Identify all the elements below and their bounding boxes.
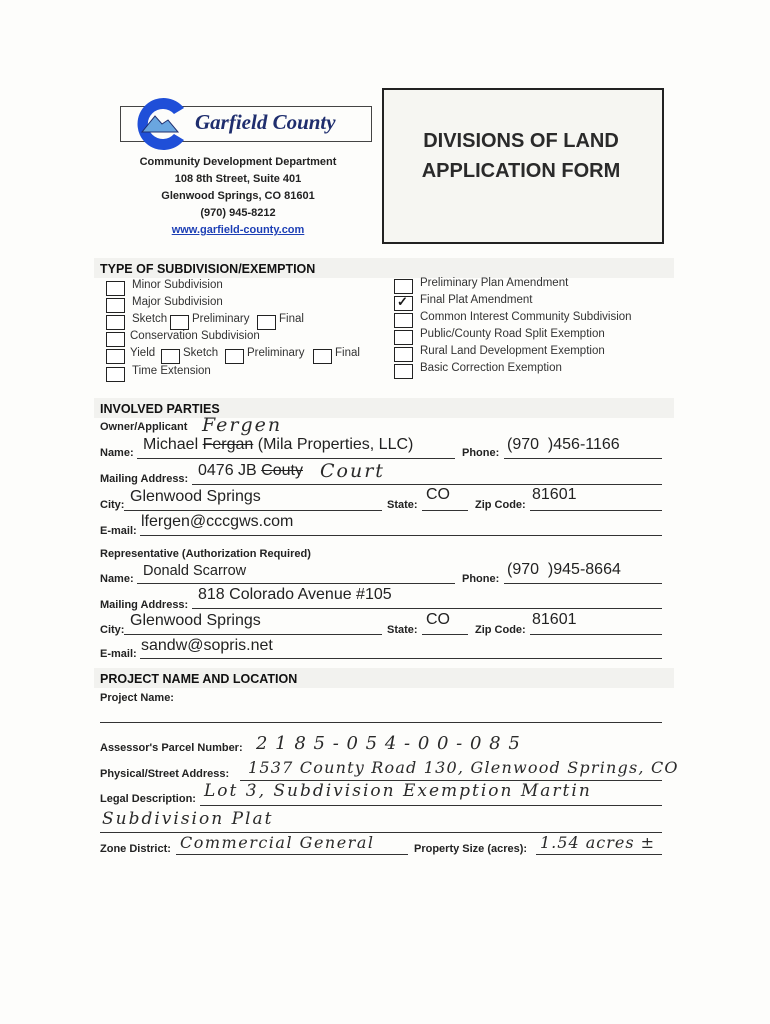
street-address-field[interactable]: 1537 County Road 130, Glenwood Springs, CO	[248, 758, 679, 777]
dept-line: Glenwood Springs, CO 81601	[161, 190, 315, 202]
legal-description-field-2[interactable]: Subdivision Plat	[102, 809, 274, 829]
major-sketch-label: Sketch	[132, 313, 168, 325]
owner-phone-area: (970	[507, 436, 540, 453]
owner-city-label: City:	[100, 499, 125, 511]
rep-city-label: City:	[100, 624, 125, 636]
major-preliminary-checkbox[interactable]	[170, 315, 189, 330]
subdivision-heading: TYPE OF SUBDIVISION/EXEMPTION	[100, 262, 316, 276]
rep-phone-field[interactable]	[507, 561, 621, 579]
owner-address-struck: Couty	[261, 462, 303, 479]
owner-phone-line	[504, 458, 662, 459]
time-extension-label: Time Extension	[132, 365, 211, 377]
major-final-checkbox[interactable]	[257, 315, 276, 330]
option-label: Public/County Road Split Exemption	[420, 328, 605, 340]
conservation-checkbox[interactable]	[106, 332, 125, 347]
legal-description-line	[200, 805, 662, 806]
conservation-label: Conservation Subdivision	[130, 330, 260, 342]
rep-mailing-label: Mailing Address:	[100, 599, 189, 611]
owner-mailing-field[interactable]	[198, 462, 303, 480]
owner-zip-label: Zip Code:	[475, 499, 526, 511]
rep-phone-area: (970	[507, 561, 540, 578]
option-label: Basic Correction Exemption	[420, 362, 562, 374]
project-heading: PROJECT NAME AND LOCATION	[100, 672, 298, 686]
rep-city-line	[124, 634, 382, 635]
conservation-sketch-checkbox[interactable]	[161, 349, 180, 364]
dept-line: (970) 945-8212	[200, 207, 276, 219]
rep-mailing-field[interactable]: 818 Colorado Avenue #105	[198, 586, 392, 603]
rep-zip-label: Zip Code:	[475, 624, 526, 636]
owner-phone-number: )456-1166	[547, 436, 620, 453]
rural-land-checkbox[interactable]	[394, 347, 413, 362]
rep-name-field[interactable]: Donald Scarrow	[143, 563, 247, 579]
owner-name-label: Name:	[100, 447, 134, 459]
owner-zip-field[interactable]: 81601	[532, 486, 577, 503]
owner-mailing-line	[192, 484, 662, 485]
owner-handwritten-note: Fergen	[202, 414, 283, 436]
major-sketch-checkbox[interactable]	[106, 315, 125, 330]
checkmark-icon: ✓	[397, 294, 408, 309]
owner-first-name: Michael	[143, 436, 199, 453]
website-link[interactable]: www.garfield-county.com	[171, 224, 305, 236]
rep-phone-number: )945-8664	[547, 561, 621, 578]
owner-company: (Mila Properties, LLC)	[257, 436, 414, 453]
project-name-label: Project Name:	[100, 692, 174, 704]
major-preliminary-label: Preliminary	[192, 313, 250, 325]
option-label: Rural Land Development Exemption	[420, 345, 605, 357]
street-address-label: Physical/Street Address:	[100, 768, 230, 780]
major-subdivision-checkbox[interactable]	[106, 298, 125, 313]
form-title-line-1: DIVISIONS OF LAND	[423, 130, 619, 152]
major-final-label: Final	[279, 313, 304, 325]
legal-description-label: Legal Description:	[100, 793, 196, 805]
rep-phone-line	[504, 583, 662, 584]
conservation-preliminary-checkbox[interactable]	[225, 349, 244, 364]
owner-zip-line	[530, 510, 662, 511]
owner-state-field[interactable]: CO	[426, 486, 450, 503]
rep-phone-label: Phone:	[462, 573, 500, 585]
county-logo-icon	[122, 94, 192, 154]
final-plat-amendment-checkbox[interactable]	[394, 296, 413, 311]
rep-state-line	[422, 634, 468, 635]
zone-district-field[interactable]: Commercial General	[180, 833, 375, 852]
rep-zip-field[interactable]: 81601	[532, 611, 577, 628]
owner-email-label: E-mail:	[100, 525, 137, 537]
rep-mailing-line	[192, 608, 662, 609]
owner-state-line	[422, 510, 468, 511]
property-size-label: Property Size (acres):	[414, 843, 528, 855]
form-title	[382, 126, 660, 186]
legal-description-field[interactable]: Lot 3, Subdivision Exemption Martin	[204, 781, 592, 801]
owner-struck-name: Fergan	[202, 436, 254, 453]
minor-subdivision-checkbox[interactable]	[106, 281, 125, 296]
parcel-number-field[interactable]: 2 1 8 5 - 0 5 4 - 0 0 - 0 8 5	[256, 733, 521, 754]
property-size-field[interactable]: 1.54 acres ±	[540, 833, 656, 852]
rep-email-field[interactable]: sandw@sopris.net	[141, 637, 273, 654]
owner-city-field[interactable]: Glenwood Springs	[130, 488, 261, 505]
common-interest-checkbox[interactable]	[394, 313, 413, 328]
owner-state-label: State:	[387, 499, 418, 511]
owner-address: 0476 JB	[198, 462, 257, 479]
major-subdivision-label: Major Subdivision	[132, 296, 223, 308]
rep-state-field[interactable]: CO	[426, 611, 450, 628]
owner-email-field[interactable]: lfergen@cccgws.com	[141, 513, 294, 530]
conservation-preliminary-label: Preliminary	[247, 347, 305, 359]
zone-district-line	[176, 854, 408, 855]
project-name-line	[100, 722, 662, 723]
option-label: Final Plat Amendment	[420, 294, 533, 306]
dept-line: 108 8th Street, Suite 401	[174, 173, 302, 185]
preliminary-plan-amendment-checkbox[interactable]	[394, 279, 413, 294]
yield-checkbox[interactable]	[106, 349, 125, 364]
owner-phone-field[interactable]	[507, 436, 620, 454]
rep-name-line	[137, 583, 455, 584]
conservation-sketch-label: Sketch	[183, 347, 219, 359]
involved-parties-heading: INVOLVED PARTIES	[100, 402, 220, 416]
rep-zip-line	[530, 634, 662, 635]
minor-subdivision-label: Minor Subdivision	[132, 279, 223, 291]
form-title-line-2: APPLICATION FORM	[421, 160, 621, 182]
time-extension-checkbox[interactable]	[106, 367, 125, 382]
road-split-checkbox[interactable]	[394, 330, 413, 345]
owner-email-line	[140, 535, 662, 536]
representative-heading: Representative (Authorization Required)	[100, 548, 311, 560]
zone-district-label: Zone District:	[100, 843, 171, 855]
property-size-line	[536, 854, 662, 855]
rep-email-line	[140, 658, 662, 659]
logo-text: Garfield County	[195, 110, 336, 134]
owner-phone-label: Phone:	[462, 447, 500, 459]
owner-city-line	[124, 510, 382, 511]
parcel-label: Assessor's Parcel Number:	[100, 742, 243, 754]
owner-heading: Owner/Applicant	[100, 421, 188, 433]
department-address	[100, 154, 376, 239]
basic-correction-checkbox[interactable]	[394, 364, 413, 379]
dept-line: Community Development Department	[139, 156, 337, 168]
conservation-final-label: Final	[335, 347, 360, 359]
rep-state-label: State:	[387, 624, 418, 636]
rep-name-label: Name:	[100, 573, 134, 585]
owner-name-field[interactable]	[143, 436, 413, 454]
owner-name-line	[137, 458, 455, 459]
option-label: Common Interest Community Subdivision	[420, 311, 632, 323]
owner-mailing-label: Mailing Address:	[100, 473, 189, 485]
yield-label: Yield	[130, 347, 156, 359]
option-label: Preliminary Plan Amendment	[420, 277, 569, 289]
conservation-final-checkbox[interactable]	[313, 349, 332, 364]
owner-address-handwritten: Court	[320, 460, 385, 482]
rep-city-field[interactable]: Glenwood Springs	[130, 612, 261, 629]
rep-email-label: E-mail:	[100, 648, 137, 660]
